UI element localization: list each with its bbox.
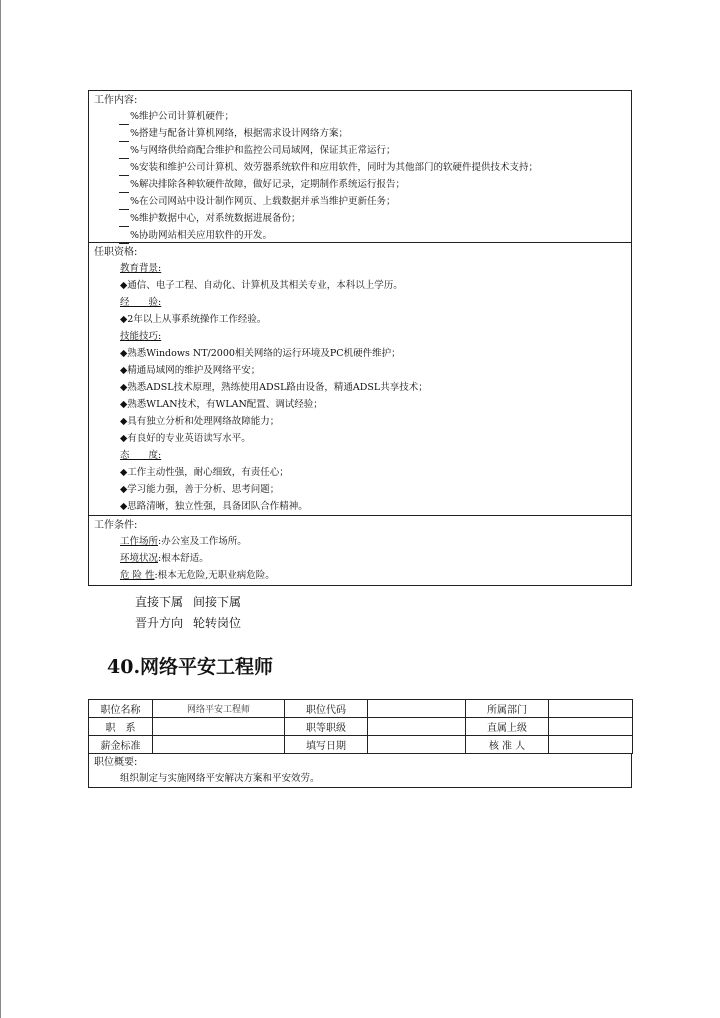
education-label: 教育背景: [120, 263, 162, 274]
experience-label: 经 验: [120, 297, 162, 308]
duty-label: 职 系 [89, 718, 153, 736]
duty-item: %维护数据中心，对系统数据进展备份； [89, 210, 631, 227]
position-name-value: 网络平安工程师 [153, 700, 285, 718]
attitude-item: ◆思路清晰，独立性强，具备团队合作精神。 [120, 501, 308, 512]
salary-value [153, 736, 285, 754]
duty-item: %在公司网站中设计制作网页、上载数据并承当维护更新任务； [89, 193, 631, 210]
condition-item: 环境状况:根本舒适。 [120, 553, 209, 564]
salary-label: 薪金标准 [89, 736, 153, 754]
overview-text: 组织制定与实施网络平安解决方案和平安效劳。 [120, 773, 320, 784]
skill-item: ◆熟悉Windows NT/2000相关网络的运行环境及PC机硬件维护； [120, 348, 401, 359]
skill-item: ◆有良好的专业英语读写水平。 [120, 433, 251, 444]
job-description-box [88, 90, 632, 586]
fill-date-label: 填写日期 [285, 736, 368, 754]
attitude-item: ◆工作主动性强，耐心细致，有责任心； [120, 467, 289, 478]
skill-item: ◆具有独立分析和处理网络故障能力； [120, 416, 280, 427]
table-row [89, 700, 633, 718]
condition-item: 工作场所:办公室及工作场所。 [120, 536, 247, 547]
duty-item: %解决排除各种软硬件故障，做好记录，定期制作系统运行报告； [89, 176, 631, 193]
duty-item: %维护公司计算机硬件； [89, 108, 631, 125]
work-content-title: 工作内容: [94, 95, 138, 106]
skill-item: ◆精通局域网的维护及网络平安； [120, 365, 261, 376]
work-content-section [89, 91, 631, 243]
approver-value [549, 736, 633, 754]
table-row [89, 736, 633, 754]
education-item: ◆通信、电子工程、自动化、计算机及其相关专业，本科以上学历。 [120, 280, 403, 291]
department-value [549, 700, 633, 718]
career-row [135, 614, 241, 631]
qualifications-title: 任职资格: [94, 247, 138, 258]
rotation-positions: 轮转岗位 [193, 616, 242, 630]
promotion-direction: 晋升方向 [135, 616, 184, 630]
position-code-value [368, 700, 466, 718]
attitude-item: ◆学习能力强，善于分析、思考问题； [120, 484, 280, 495]
attitude-label: 态 度: [120, 450, 162, 461]
skill-item: ◆熟悉ADSL技术原理，熟练使用ADSL路由设备，精通ADSL共享技术； [120, 382, 428, 393]
qualifications-section [89, 243, 631, 516]
indirect-subordinates: 间接下属 [193, 595, 242, 609]
duty-item: %搭建与配备计算机网络，根据需求设计网络方案； [89, 125, 631, 142]
direct-subordinates: 直接下属 [135, 595, 184, 609]
conditions-section [89, 516, 631, 585]
duty-value [153, 718, 285, 736]
superior-value [549, 718, 633, 736]
skills-label: 技能技巧: [120, 331, 162, 342]
page-edge [0, 0, 1, 1018]
grade-label: 职等职级 [285, 718, 368, 736]
duty-item: %与网络供给商配合维护和监控公司局域网，保证其正常运行； [89, 142, 631, 159]
duty-item: %安装和维护公司计算机、效劳器系统软件和应用软件，同时为其他部门的软硬件提供技术支持； [89, 159, 631, 176]
superior-label: 直属上级 [466, 718, 549, 736]
conditions-title: 工作条件: [94, 520, 138, 531]
experience-item: ◆2年以上从事系统操作工作经验。 [120, 314, 267, 325]
skill-item: ◆熟悉WLAN技术，有WLAN配置、调试经验； [120, 399, 323, 410]
duty-item: %协助网站相关应用软件的开发。 [89, 227, 631, 244]
position-name-label: 职位名称 [89, 700, 153, 718]
grade-value [368, 718, 466, 736]
subordinates-row [135, 593, 241, 610]
condition-item: 危 险 性:根本无危险,无职业病危险。 [120, 570, 275, 581]
fill-date-value [368, 736, 466, 754]
position-header-table [88, 699, 633, 754]
overview-section [88, 753, 632, 788]
approver-label: 核 准 人 [466, 736, 549, 754]
table-row [89, 718, 633, 736]
position-code-label: 职位代码 [285, 700, 368, 718]
department-label: 所属部门 [466, 700, 549, 718]
section-heading: 40.网络平安工程师 [107, 656, 274, 678]
overview-title: 职位概要: [94, 757, 138, 768]
